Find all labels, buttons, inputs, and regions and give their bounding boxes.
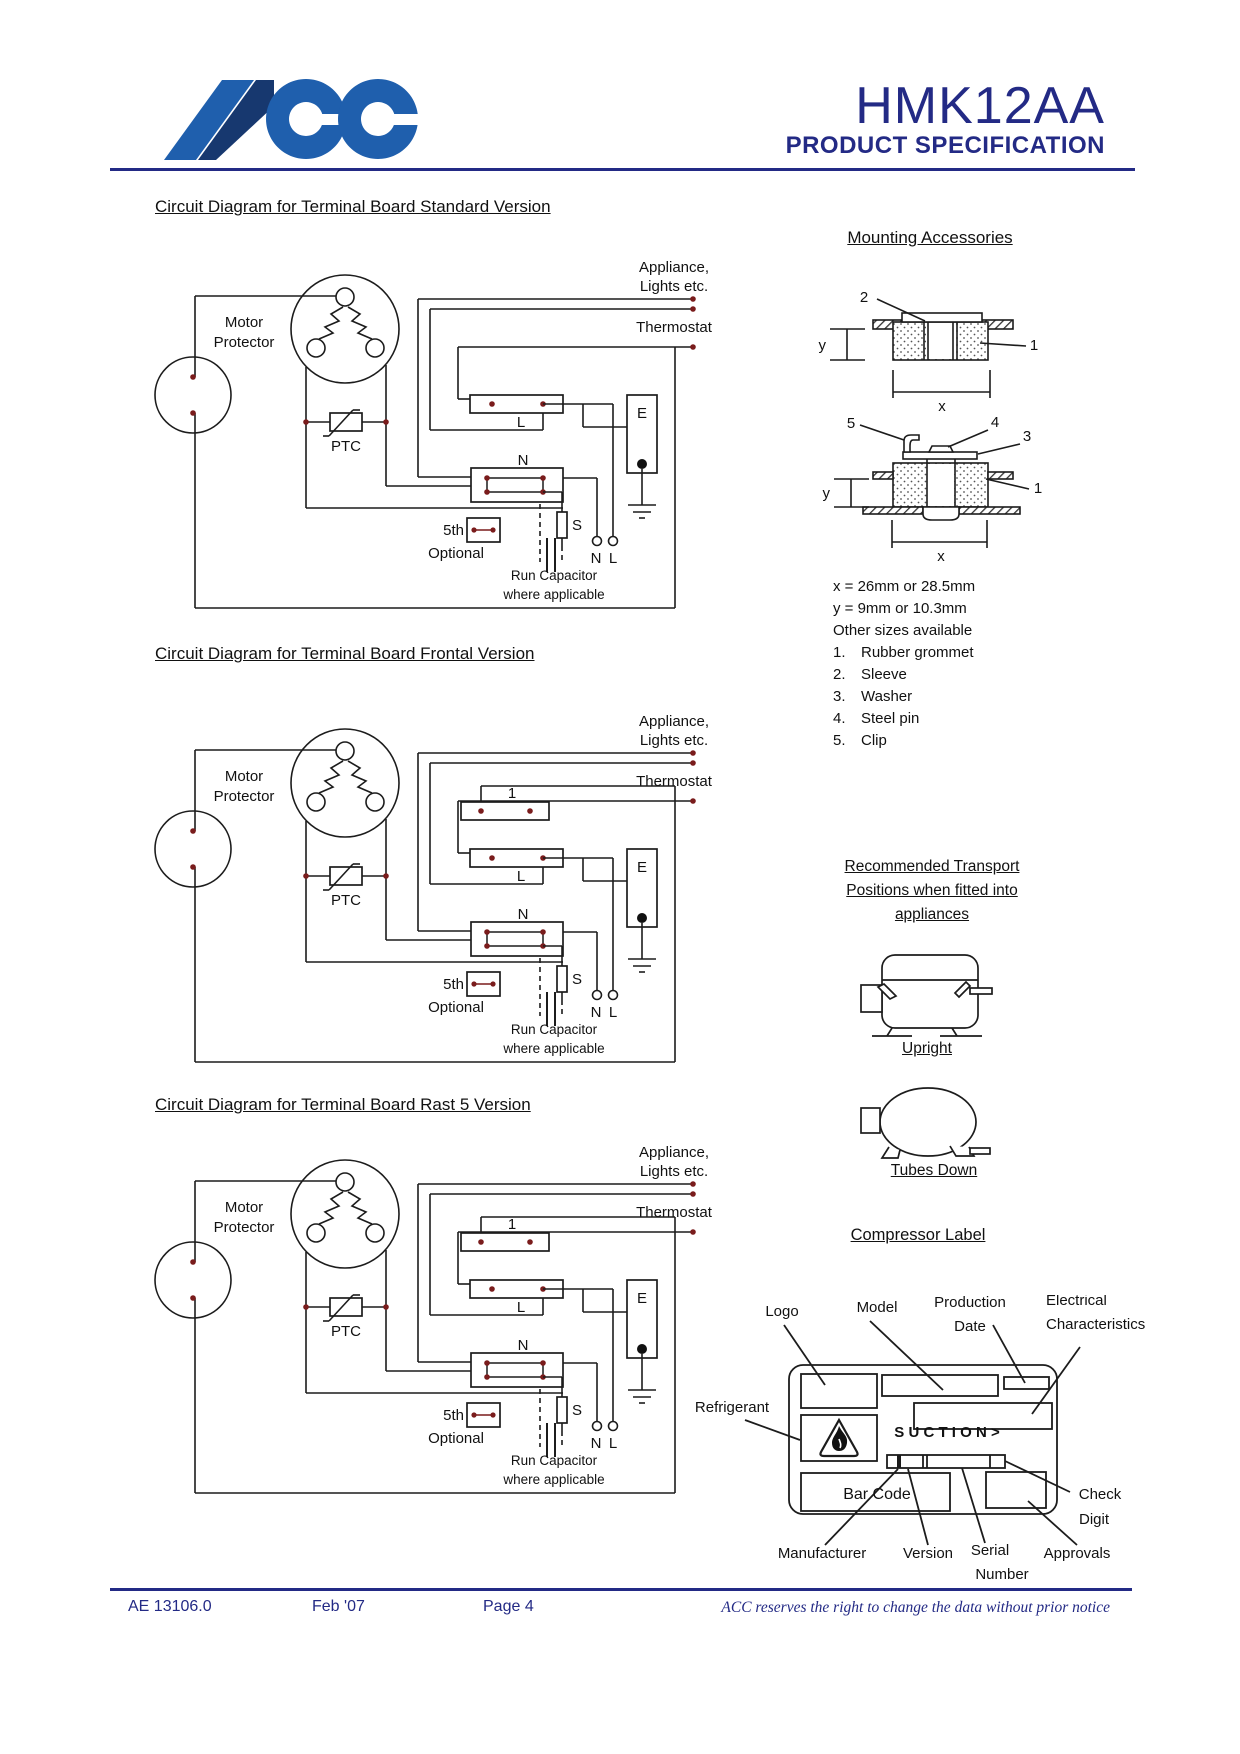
leader-check-digit [1005, 1461, 1070, 1492]
motor-terminal-top [336, 1173, 354, 1191]
run-capacitor-label: where applicable [503, 1472, 605, 1487]
tube-pipe [970, 1148, 990, 1154]
junction-dot [690, 296, 696, 302]
n-box-label: N [517, 1337, 529, 1354]
fig2-bore [928, 464, 954, 506]
fig2-dim-x-label: x [937, 548, 945, 565]
callout-electrical-1: Electrical [1046, 1295, 1107, 1309]
footer-date: Feb '07 [312, 1598, 365, 1615]
callout-manufacturer: Manufacturer [777, 1545, 867, 1562]
motor-terminal-left [307, 1224, 325, 1242]
fig1-bore [926, 323, 956, 359]
thermostat-label: Thermostat [636, 319, 712, 336]
callout-serial-2: Number [975, 1566, 1029, 1583]
leader-version [908, 1469, 928, 1545]
acc-logo [150, 72, 420, 164]
suction-text: S U C T I O N > [894, 1424, 1000, 1441]
mounting-item: 2. Sleeve [833, 666, 907, 683]
s-label: S [572, 1402, 583, 1419]
junction-dot [489, 401, 495, 407]
start-device-s [557, 1397, 567, 1423]
footer-rule [110, 1588, 1132, 1591]
l-box-label: L [516, 868, 526, 885]
fig2-callout-4: 4 [990, 414, 1000, 431]
fig2-clip [904, 435, 919, 452]
junction-dot [690, 1191, 696, 1197]
model-box [882, 1375, 998, 1396]
thermostat-label: Thermostat [636, 773, 712, 790]
mounting-notes [833, 576, 975, 752]
upright-label: Upright [902, 1040, 952, 1057]
junction-dot [484, 929, 490, 935]
serial-strip [887, 1455, 1005, 1468]
s-label: S [572, 971, 583, 988]
junction-dot [690, 1181, 696, 1187]
fig2-dim-y-label: y [822, 485, 830, 502]
thermostat-label: Thermostat [636, 1204, 712, 1221]
junction-dot [190, 410, 196, 416]
appliance-label: Lights etc. [639, 732, 709, 749]
junction-dot [484, 1374, 490, 1380]
ptc-box [330, 1298, 362, 1316]
winding-right [348, 1192, 372, 1224]
appliance-label: Appliance, [638, 713, 710, 730]
circuit-diagram-frontal [140, 674, 740, 1074]
l-box-label: L [516, 414, 526, 431]
motor-protector-switch [155, 1242, 231, 1318]
junction-dot [490, 981, 495, 986]
terminal-l-label: L [608, 1435, 618, 1452]
fig2-leader-washer [978, 444, 1020, 454]
footer-notice: ACC reserves the right to change the data without prior notice [721, 1599, 1110, 1616]
section-title-mounting: Mounting Accessories [847, 228, 1013, 247]
terminal-n-label: N [590, 550, 602, 567]
appliance-label: Lights etc. [639, 278, 709, 295]
junction-dot [190, 374, 196, 380]
fig1-callout-2: 2 [859, 289, 869, 306]
junction-dot [540, 929, 546, 935]
mounting-accessories-figure [780, 280, 1110, 570]
winding-left [319, 307, 343, 339]
appliance-label: Appliance, [638, 259, 710, 276]
junction-dot [190, 1295, 196, 1301]
upright-compressor-figure [852, 948, 1002, 1043]
callout-check-1: Check [1078, 1486, 1122, 1503]
terminal-1-label: 1 [507, 785, 517, 802]
header-rule [110, 168, 1135, 171]
junction-dot [478, 808, 484, 814]
motor-protector-label: Protector [213, 1219, 275, 1236]
fig2-leader-pin [948, 430, 988, 447]
appliance-label: Lights etc. [639, 1163, 709, 1180]
leader-approvals [1028, 1501, 1077, 1545]
fig2-leader-grommet [986, 479, 1029, 489]
leader-serial [962, 1468, 985, 1543]
mounting-item: 5. Clip [833, 732, 887, 749]
production-date-box [1004, 1377, 1049, 1389]
start-device-s [557, 966, 567, 992]
junction-dot [383, 1304, 389, 1310]
terminal-box-1 [461, 802, 549, 820]
junction-dot [540, 1360, 546, 1366]
motor-protector-label: Motor [224, 768, 264, 785]
run-capacitor-label: Run Capacitor [510, 1453, 598, 1468]
junction-dot [190, 828, 196, 834]
strip-start-bar [897, 1455, 901, 1468]
winding-left [319, 761, 343, 793]
terminal-n-label: N [590, 1004, 602, 1021]
junction-dot [490, 527, 495, 532]
circuit-diagram-standard [140, 220, 740, 620]
junction-dot [303, 419, 309, 425]
callout-production-1: Production [934, 1295, 1006, 1311]
n-box-label: N [517, 452, 529, 469]
footer-page: Page 4 [483, 1598, 534, 1615]
terminal-n-label: N [590, 1435, 602, 1452]
fig1-callout-1: 1 [1029, 337, 1039, 354]
approvals-box [986, 1472, 1046, 1508]
leader-model [870, 1321, 943, 1390]
callout-serial-1: Serial [970, 1542, 1010, 1559]
run-capacitor-label: where applicable [503, 587, 605, 602]
junction-dot [490, 1412, 495, 1417]
motor-protector-label: Protector [213, 788, 275, 805]
terminal-l-label: L [608, 1004, 618, 1021]
junction-dot [690, 344, 696, 350]
appliance-label: Appliance, [638, 1144, 710, 1161]
footer-doc-number: AE 13106.0 [128, 1598, 212, 1615]
motor-terminal-top [336, 742, 354, 760]
e-label: E [636, 405, 648, 422]
terminal-l-label: L [608, 550, 618, 567]
junction-dot [484, 489, 490, 495]
mounting-other-sizes: Other sizes available [833, 622, 973, 639]
junction-dot [489, 855, 495, 861]
logo-box [801, 1374, 877, 1408]
start-device-s [557, 512, 567, 538]
junction-dot [471, 527, 476, 532]
fig2-pin-tip [923, 507, 959, 520]
page-subtitle: PRODUCT SPECIFICATION [785, 132, 1105, 159]
terminal-box-n [471, 1353, 563, 1387]
mounting-dim-x: x = 26mm or 28.5mm [833, 578, 976, 595]
callout-logo: Logo [765, 1303, 799, 1320]
fig1-dim-y-label: y [818, 337, 826, 354]
junction-dot [484, 1360, 490, 1366]
run-capacitor-label: where applicable [503, 1041, 605, 1056]
winding-left [319, 1192, 343, 1224]
electrical-box [861, 1108, 880, 1133]
earth-dot [637, 459, 647, 469]
junction-dot [303, 1304, 309, 1310]
terminal-l [609, 991, 618, 1000]
junction-dot [527, 1239, 533, 1245]
junction-dot [478, 1239, 484, 1245]
leader-refrigerant [745, 1420, 800, 1440]
motor-terminal-left [307, 339, 325, 357]
junction-dot [303, 873, 309, 879]
terminal-n [593, 537, 602, 546]
terminal-l [609, 537, 618, 546]
fig1-leader-sleeve [877, 299, 925, 321]
bar-code-text: Bar Code [843, 1486, 911, 1503]
section-title-circuit-rast5: Circuit Diagram for Terminal Board Rast 5 Version [155, 1095, 531, 1114]
optional-label: Optional [428, 999, 484, 1016]
e-label: E [636, 859, 648, 876]
fig2-appliance-plate-left [863, 507, 923, 514]
motor-terminal-right [366, 793, 384, 811]
leader-electrical [1032, 1347, 1080, 1414]
compressor-label-figure [640, 1295, 1160, 1585]
section-title-circuit-standard: Circuit Diagram for Terminal Board Standard Version [155, 197, 551, 216]
callout-version: Version [902, 1545, 954, 1562]
ptc-box [330, 867, 362, 885]
terminal-n [593, 1422, 602, 1431]
callout-check-2: Digit [1078, 1511, 1110, 1528]
motor-protector-label: Motor [224, 1199, 264, 1216]
fig2-callout-5: 5 [846, 415, 856, 432]
motor-terminal-top [336, 288, 354, 306]
fig2-washer [903, 452, 977, 459]
callout-refrigerant: Refrigerant [694, 1399, 770, 1416]
tubes-down-label: Tubes Down [890, 1162, 978, 1179]
mounting-item: 1. Rubber grommet [833, 644, 974, 661]
mounting-item: 4. Steel pin [833, 710, 920, 727]
motor-protector-switch [155, 811, 231, 887]
callout-production-2: Date [954, 1318, 986, 1335]
junction-dot [383, 873, 389, 879]
junction-dot [190, 1259, 196, 1265]
fig2-callout-3: 3 [1022, 428, 1032, 445]
tubes-down-compressor-figure [852, 1078, 1002, 1170]
motor-terminal-right [366, 1224, 384, 1242]
fig1-sleeve-flange [902, 313, 982, 322]
callout-approvals: Approvals [1043, 1545, 1111, 1562]
winding-right [348, 307, 372, 339]
fifth-label: 5th [443, 976, 464, 993]
ptc-label: PTC [331, 438, 361, 455]
junction-dot [484, 475, 490, 481]
ptc-label: PTC [331, 1323, 361, 1340]
mounting-dim-y: y = 9mm or 10.3mm [833, 600, 967, 617]
compressor-body [880, 1088, 976, 1156]
motor-terminal-right [366, 339, 384, 357]
section-title-transport: Recommended Transport Positions when fitted into appliances [844, 858, 1020, 923]
fifth-label: 5th [443, 1407, 464, 1424]
section-title-compressor-label: Compressor Label [850, 1226, 986, 1244]
leader-manufacturer [825, 1469, 898, 1545]
mounting-item: 3. Washer [833, 688, 913, 705]
junction-dot [690, 798, 696, 804]
terminal-l [609, 1422, 618, 1431]
junction-dot [190, 864, 196, 870]
junction-dot [690, 760, 696, 766]
tube-stub-right [955, 982, 970, 997]
run-capacitor-label: Run Capacitor [510, 1022, 598, 1037]
junction-dot [690, 306, 696, 312]
fig2-baseplate-right [988, 472, 1013, 479]
terminal-box-n [471, 922, 563, 956]
fig2-leader-clip [860, 425, 904, 440]
tube-pipe [970, 988, 992, 994]
junction-dot [471, 981, 476, 986]
junction-dot [484, 943, 490, 949]
optional-label: Optional [428, 1430, 484, 1447]
terminal-1-label: 1 [507, 1216, 517, 1233]
junction-dot [540, 475, 546, 481]
winding-right [348, 761, 372, 793]
motor-protector-label: Protector [213, 334, 275, 351]
terminal-n [593, 991, 602, 1000]
junction-dot [489, 1286, 495, 1292]
callout-electrical-2: Characteristics [1046, 1316, 1146, 1333]
fig2-callout-1: 1 [1033, 480, 1043, 497]
fig2-baseplate-left [873, 472, 893, 479]
earth-dot [637, 913, 647, 923]
terminal-box-1 [461, 1233, 549, 1251]
l-box-label: L [516, 1299, 526, 1316]
optional-label: Optional [428, 545, 484, 562]
junction-dot [383, 419, 389, 425]
logo-c2-slot [390, 114, 419, 125]
fig2-appliance-plate-right [959, 507, 1020, 514]
junction-dot [527, 808, 533, 814]
motor-protector-switch [155, 357, 231, 433]
ptc-label: PTC [331, 892, 361, 909]
junction-dot [471, 1412, 476, 1417]
fifth-label: 5th [443, 522, 464, 539]
run-capacitor-label: Run Capacitor [510, 568, 598, 583]
n-box-label: N [517, 906, 529, 923]
fig1-dim-x-label: x [938, 398, 946, 415]
motor-terminal-left [307, 793, 325, 811]
page-title-model: HMK12AA [855, 77, 1105, 135]
e-label: E [636, 1290, 648, 1307]
callout-model: Model [856, 1299, 898, 1316]
motor-protector-label: Motor [224, 314, 264, 331]
junction-dot [690, 750, 696, 756]
s-label: S [572, 517, 583, 534]
terminal-box-n [471, 468, 563, 502]
ptc-box [330, 413, 362, 431]
junction-dot [690, 1229, 696, 1235]
section-title-circuit-frontal: Circuit Diagram for Terminal Board Frontal Version [155, 644, 535, 663]
